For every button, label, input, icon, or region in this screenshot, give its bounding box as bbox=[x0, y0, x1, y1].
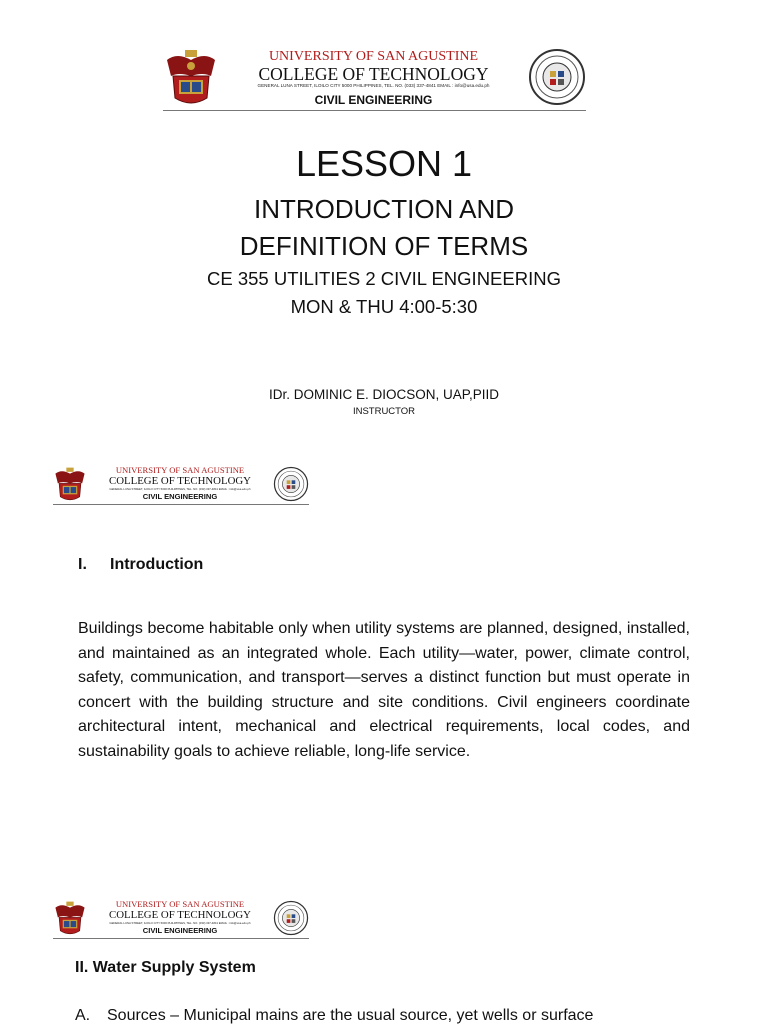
section-title: Introduction bbox=[110, 556, 204, 573]
banner-text bbox=[87, 466, 273, 501]
section-heading-introduction bbox=[78, 556, 203, 574]
banner-text bbox=[87, 900, 273, 935]
college-seal-icon bbox=[528, 46, 586, 108]
college-name: COLLEGE OF TECHNOLOGY bbox=[109, 908, 251, 921]
university-name: UNIVERSITY OF SAN AGUSTINE bbox=[268, 48, 479, 64]
department-name: CIVIL ENGINEERING bbox=[314, 93, 433, 108]
college-address: GENERAL LUNA STREET, ILOILO CITY 5000 PHILIPPINES, TEL. NO. (033) 337-4841 EMAIL : info@usa.edu.ph bbox=[109, 486, 251, 491]
lesson-title: LESSON 1 bbox=[295, 143, 473, 184]
eagle-crest-icon bbox=[53, 465, 87, 503]
course-title: CE 355 UTILITIES 2 CIVIL ENGINEERING bbox=[206, 268, 561, 289]
list-item-sources bbox=[75, 1004, 691, 1024]
lesson-subtitle-line1: INTRODUCTION AND bbox=[254, 194, 514, 224]
college-seal-icon bbox=[273, 465, 309, 503]
college-seal-icon bbox=[273, 899, 309, 937]
eagle-crest-icon bbox=[53, 899, 87, 937]
page-header-banner bbox=[53, 463, 309, 505]
department-name: CIVIL ENGINEERING bbox=[142, 926, 218, 936]
list-item-text: Sources – Municipal mains are the usual source, yet wells or surface bbox=[107, 1007, 594, 1024]
college-address: GENERAL LUNA STREET, ILOILO CITY 5000 PHILIPPINES, TEL. NO. (033) 337-4841 EMAIL : info@usa.edu.ph bbox=[257, 83, 490, 89]
department-name: CIVIL ENGINEERING bbox=[142, 492, 218, 502]
college-address: GENERAL LUNA STREET, ILOILO CITY 5000 PHILIPPINES, TEL. NO. (033) 337-4841 EMAIL : info@usa.edu.ph bbox=[109, 920, 251, 925]
university-name: UNIVERSITY OF SAN AGUSTINE bbox=[115, 465, 245, 476]
introduction-paragraph: Buildings become habitable only when utility systems are planned, designed, installed, and maintained as an integrated whole. Each utility—water, power, climate control, safety, communication, and transport—serves a distinct function but must operate in concert with the building structure and site conditions. Civil engineers coordinate architectural intent, mechanical and electrical requirements, local codes, and sustainability goals to achieve reliable, long-life service. bbox=[78, 620, 690, 760]
header-banner bbox=[163, 44, 586, 111]
list-marker: A. bbox=[75, 1007, 91, 1024]
class-schedule: MON & THU 4:00-5:30 bbox=[290, 296, 478, 317]
college-name: COLLEGE OF TECHNOLOGY bbox=[258, 63, 489, 84]
banner-text bbox=[219, 48, 528, 106]
eagle-crest-icon bbox=[163, 46, 219, 108]
university-name: UNIVERSITY OF SAN AGUSTINE bbox=[115, 899, 245, 910]
section-number: I. bbox=[78, 556, 87, 573]
instructor-role: INSTRUCTOR bbox=[352, 406, 416, 417]
lesson-subtitle-line2: DEFINITION OF TERMS bbox=[239, 231, 529, 261]
instructor-name: IDr. DOMINIC E. DIOCSON, UAP,PIID bbox=[268, 387, 500, 402]
college-name: COLLEGE OF TECHNOLOGY bbox=[109, 474, 251, 487]
section-heading-water-supply: II. Water Supply System bbox=[75, 959, 256, 976]
page-header-banner bbox=[53, 897, 309, 939]
